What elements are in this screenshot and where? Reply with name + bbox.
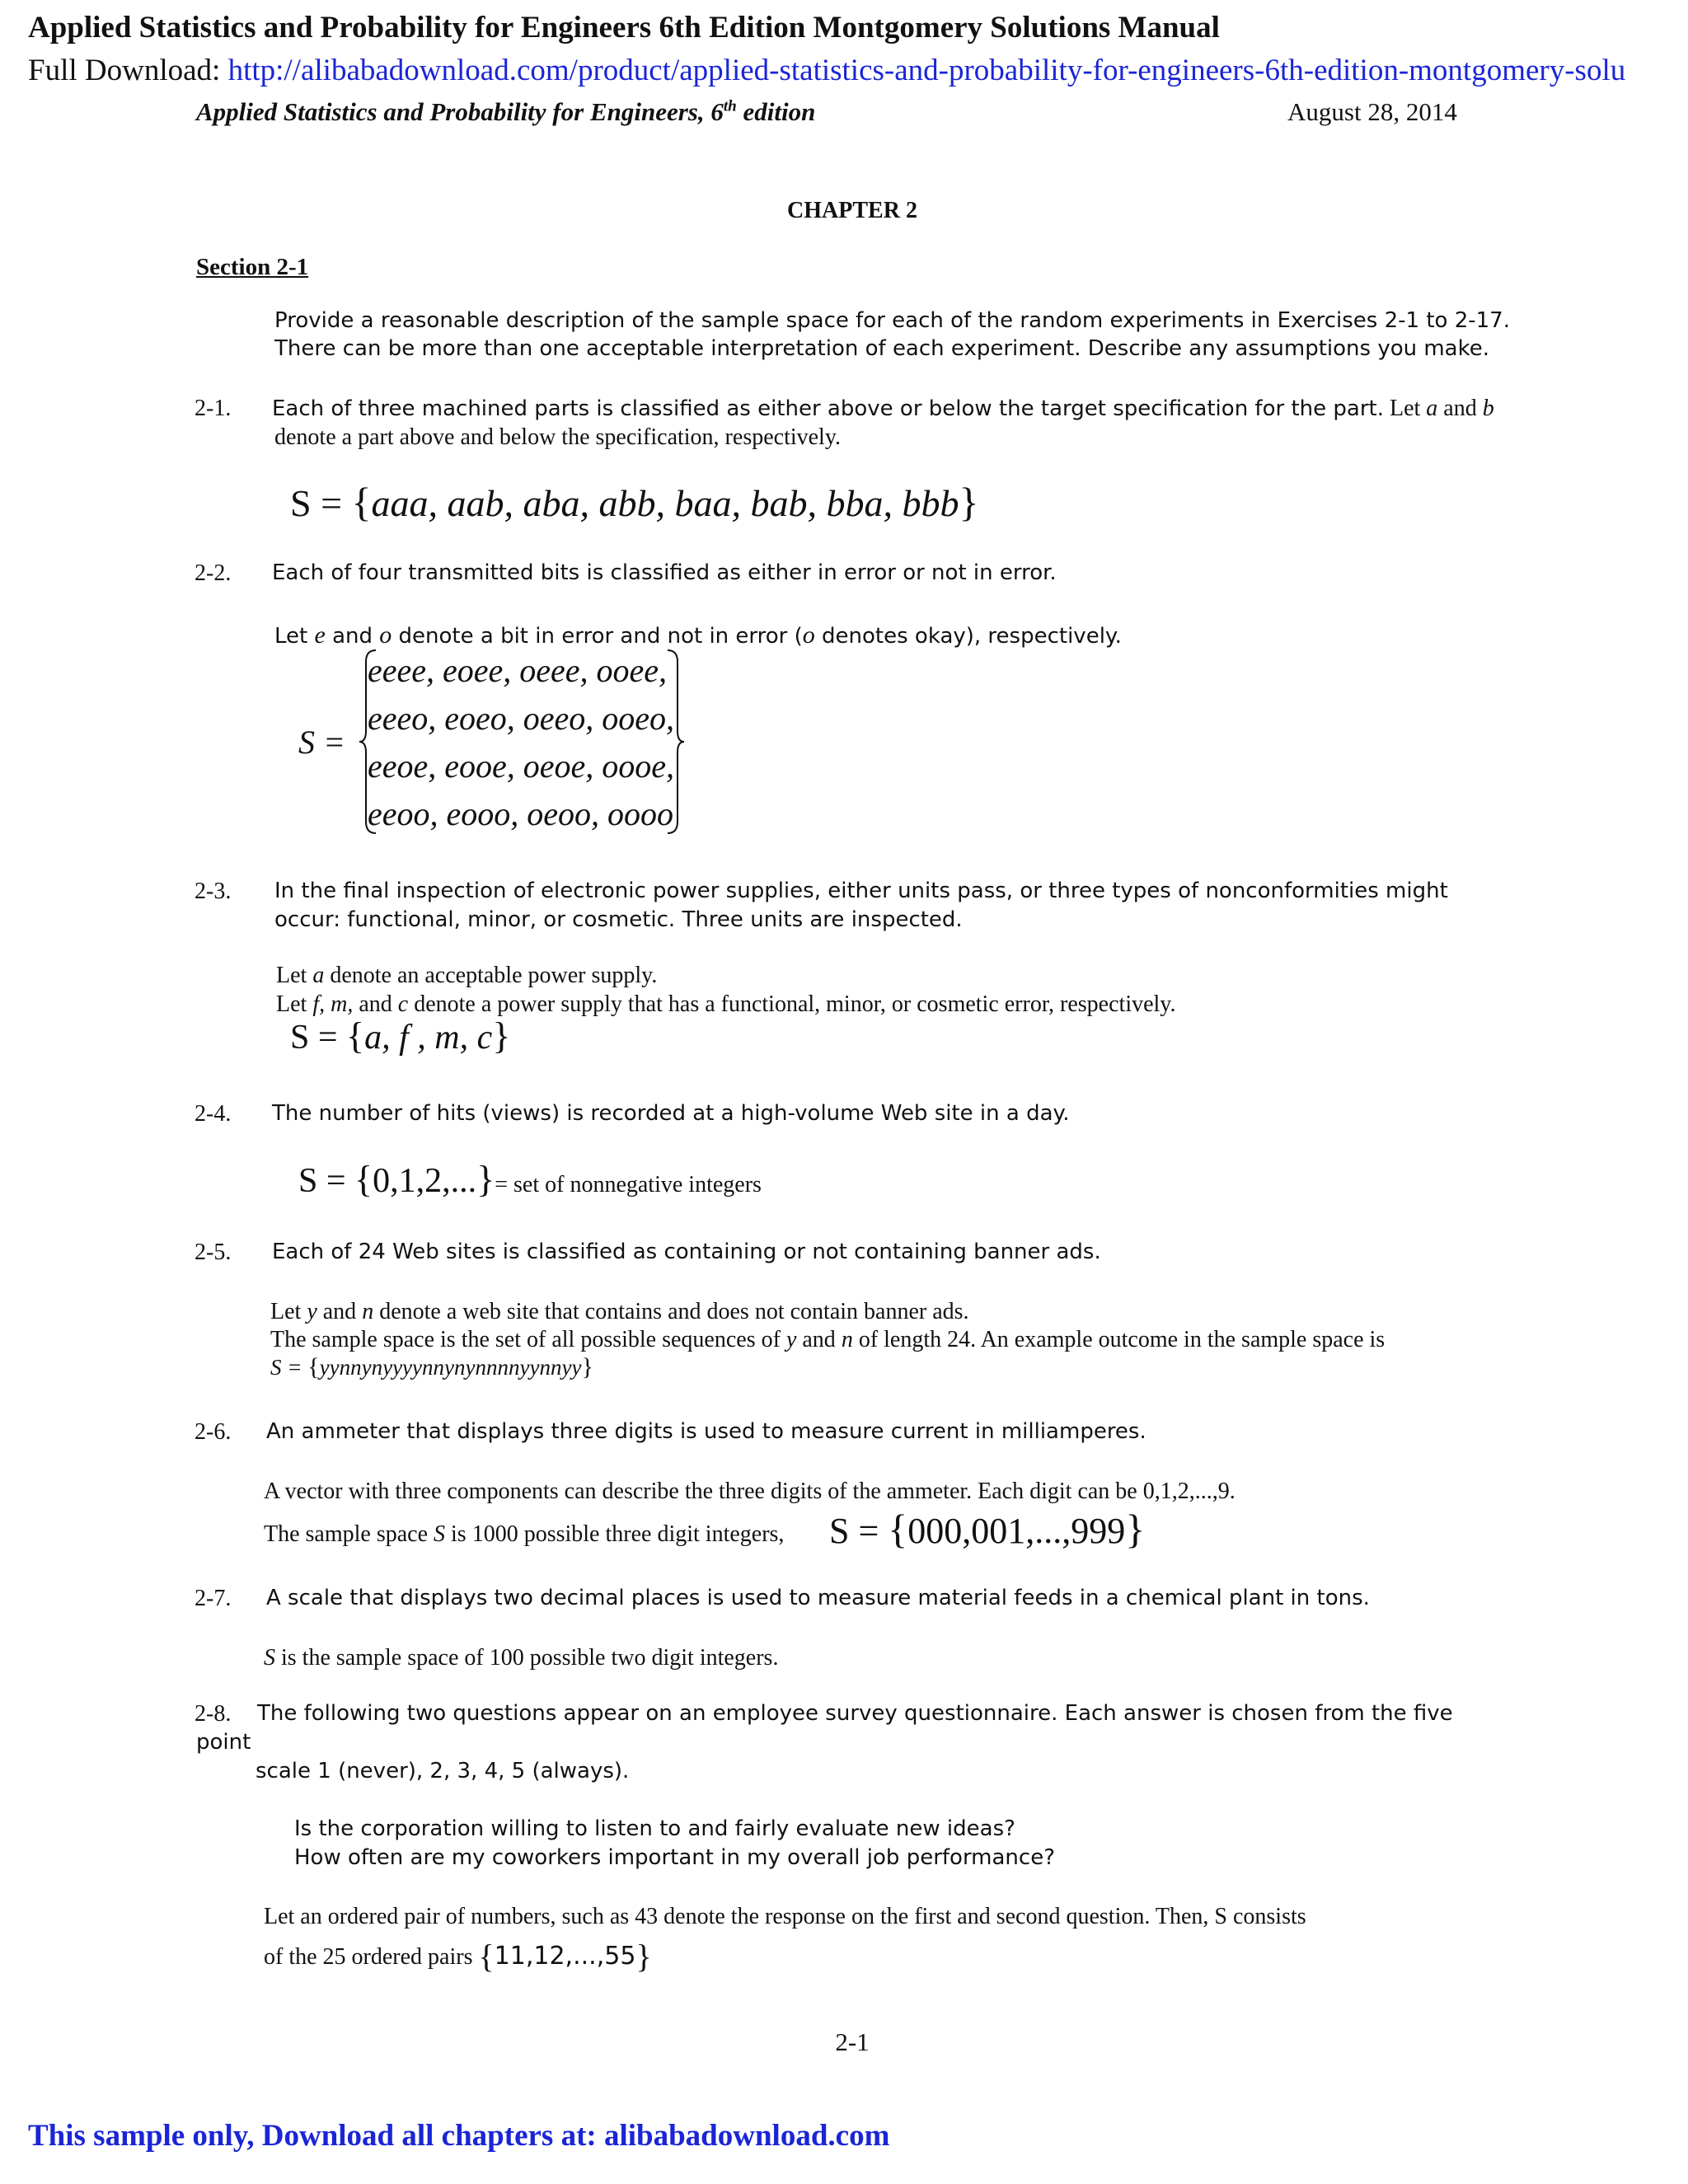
ex3-let1-a: Let: [276, 963, 313, 988]
exercise-2-3-line-2: occur: functional, minor, or cosmetic. Three units are inspected.: [274, 907, 963, 932]
ex2-var-e: e: [314, 621, 326, 649]
ex6-var-s: S: [434, 1521, 446, 1547]
set-description: = set of nonnegative integers: [495, 1172, 762, 1197]
set-body: yynnynyyyynnynynnnnyynnyy: [319, 1355, 582, 1380]
exercise-2-4-line-1: The number of hits (views) is recorded at a high-volume Web site in a day.: [272, 1101, 1070, 1126]
ex1-var-a: a: [1426, 396, 1438, 421]
sample-space-2-3: S = {a, f , m, c}: [290, 1015, 511, 1057]
section-heading: Section 2-1: [196, 254, 309, 280]
ex2-var-o2: o: [802, 621, 815, 649]
exercise-number: 2-4.: [195, 1101, 232, 1127]
survey-question-1: Is the corporation willing to listen to and fairly evaluate new ideas?: [294, 1816, 1015, 1841]
intro-line-1: Provide a reasonable description of the sample space for each of the random experiments in Exercises 2-1 to 2-17.: [274, 308, 1510, 333]
set-body: 000,001,...,999: [907, 1511, 1126, 1551]
exercise-2-6-text-2: [264, 1521, 784, 1548]
ex5-l2-b: of length 24. An example outcome in the sample space is: [852, 1327, 1386, 1352]
survey-question-2: How often are my coworkers important in my overall job performance?: [294, 1845, 1055, 1870]
ex1-var-b: b: [1482, 396, 1494, 421]
exercise-2-3-let-1: [276, 963, 657, 989]
ex6-l2-a: The sample space: [264, 1521, 434, 1547]
ex3-var-c: c: [397, 991, 409, 1017]
chapter-heading: CHAPTER 2: [787, 198, 917, 223]
ex5-var-n: n: [362, 1299, 374, 1324]
sample-space-2-6: S = {000,001,...,999}: [829, 1506, 1146, 1552]
ex7-var-s: S: [264, 1645, 275, 1671]
ex5-l1-b: denote a web site that contains and does not contain banner ads.: [373, 1299, 969, 1324]
ex3-vars-fm: f, m,: [312, 991, 354, 1017]
header-date: August 28, 2014: [1287, 97, 1457, 126]
exercise-number: 2-8.: [195, 1701, 232, 1727]
download-line: [28, 53, 1625, 88]
set-row: eeoo, eooo, oeoo, oooo: [368, 795, 674, 832]
ex5-l2-and: and: [796, 1327, 842, 1352]
exercise-2-8-line-3: scale 1 (never), 2, 3, 4, 5 (always).: [256, 1759, 630, 1783]
exercise-2-5-let-2: [270, 1327, 1385, 1353]
set-body: 0,1,2,...: [373, 1162, 477, 1200]
book-title-sup: th: [723, 97, 737, 115]
ex2-text-b: denote a bit in error and not in error (: [392, 624, 803, 649]
intro-line-2: There can be more than one acceptable interpretation of each experiment. Describe any assumptions you make.: [274, 336, 1490, 361]
ex2-let: Let: [274, 624, 315, 649]
exercise-number: 2-2.: [195, 560, 232, 586]
exercise-2-5-line-1: Each of 24 Web sites is classified as containing or not containing banner ads.: [272, 1240, 1101, 1264]
sample-space-2-1: S = {aaa, aab, aba, abb, baa, bab, bba, bbb}: [290, 479, 979, 525]
book-edition: edition: [736, 97, 816, 126]
ex3-let2-c: denote a power supply that has a functional, minor, or cosmetic error, respectively.: [408, 991, 1176, 1017]
ex1-let: Let: [1383, 396, 1427, 421]
ex5-l2-a: The sample space is the set of all possible sequences of: [270, 1327, 786, 1352]
ex1-text: Each of three machined parts is classified as either above or below the target specification for the part.: [272, 396, 1384, 421]
ex7-text: is the sample space of 100 possible two digit integers.: [275, 1645, 779, 1671]
exercise-2-2-line-2: [274, 621, 1122, 649]
exercise-2-6-text-1: A vector with three components can describe the three digits of the ammeter. Each digit can be 0,1,2,...,9.: [264, 1479, 1236, 1504]
ex8-l2: of the 25 ordered pairs: [264, 1944, 479, 1970]
set-lhs: S =: [270, 1355, 308, 1380]
ex5-l1-a: Let: [270, 1299, 307, 1324]
set-lhs: S =: [298, 724, 345, 761]
set-row: eeoe, eooe, oeoe, oooe,: [368, 748, 675, 785]
set-row: eeee, eoee, oeee, ooee,: [368, 652, 668, 689]
exercise-2-1-line-1: [272, 396, 1494, 422]
exercise-number: 2-5.: [195, 1240, 232, 1265]
exercise-2-7-line-1: A scale that displays two decimal places is used to measure material feeds in a chemical plant in tons.: [266, 1586, 1370, 1610]
document-title: Applied Statistics and Probability for Engineers 6th Edition Montgomery Solutions Manual: [28, 11, 1220, 45]
ex5-var-n2: n: [841, 1327, 853, 1352]
set-row: eeeo, eoeo, oeeo, ooeo,: [368, 700, 675, 737]
sample-space-2-2: [297, 647, 692, 845]
page-number: 2-1: [835, 2027, 870, 2056]
set-rows: [368, 647, 674, 838]
set-body: a, f , m, c: [364, 1019, 493, 1057]
exercise-2-8-text-2: of the 25 ordered pairs {11,12,...,55}: [264, 1938, 652, 1975]
set-lhs: S =: [290, 482, 352, 524]
set-body: 11,12,...,55: [494, 1942, 636, 1971]
exercise-2-1-line-2: denote a part above and below the specification, respectively.: [274, 424, 842, 450]
set-lhs: S =: [290, 1019, 347, 1057]
exercise-2-8-line-1: The following two questions appear on an employee survey questionnaire. Each answer is chosen from the five: [257, 1701, 1453, 1726]
set-lhs: S =: [298, 1162, 355, 1200]
exercise-number: 2-7.: [195, 1586, 232, 1611]
ex6-l2-b: is 1000 possible three digit integers,: [445, 1521, 785, 1547]
ex2-and: and: [325, 624, 380, 649]
exercise-2-8-text-1: Let an ordered pair of numbers, such as 43 denote the response on the first and second question. Then, S consists: [264, 1904, 1306, 1929]
set-lhs: S =: [829, 1511, 889, 1551]
ex5-var-y: y: [307, 1299, 317, 1324]
ex3-let2-and: and: [353, 991, 398, 1017]
set-body: aaa, aab, aba, abb, baa, bab, bba, bbb: [371, 482, 959, 524]
ex2-var-o: o: [379, 621, 392, 649]
ex5-l1-and: and: [316, 1299, 363, 1324]
exercise-number: 2-1.: [195, 396, 232, 421]
exercise-2-2-line-1: Each of four transmitted bits is classified as either in error or not in error.: [272, 560, 1057, 585]
ex3-let1-b: denote an acceptable power supply.: [324, 963, 658, 988]
download-link[interactable]: http://alibabadownload.com/product/applied-statistics-and-probability-for-engineers-6th-edition-montgomery-solu: [227, 54, 1626, 87]
sample-space-2-4: S = {0,1,2,...}= set of nonnegative integers: [298, 1158, 762, 1200]
sample-space-2-5: S = {yynnynyyyynnynynnnnyynnyy}: [270, 1353, 593, 1380]
right-brace-icon: [664, 649, 686, 835]
exercise-2-3-line-1: In the final inspection of electronic power supplies, either units pass, or three types of nonconformities might: [274, 879, 1448, 903]
exercise-number: 2-6.: [195, 1419, 232, 1445]
exercise-2-5-let-1: [270, 1299, 969, 1325]
exercise-2-7-text: [264, 1645, 778, 1671]
download-promo[interactable]: This sample only, Download all chapters at: alibabadownload.com: [28, 2119, 890, 2153]
ex5-var-y2: y: [785, 1327, 797, 1352]
book-title-text: Applied Statistics and Probability for Engineers, 6: [196, 97, 724, 126]
ex1-and: and: [1437, 396, 1483, 421]
ex2-text-c: denotes okay), respectively.: [814, 624, 1122, 649]
exercise-2-6-line-1: An ammeter that displays three digits is used to measure current in milliamperes.: [266, 1419, 1146, 1444]
exercise-2-8-line-2: point: [196, 1730, 251, 1755]
book-title: [196, 97, 815, 127]
ex3-var-a: a: [312, 963, 325, 988]
exercise-number: 2-3.: [195, 879, 232, 904]
download-label: Full Download:: [28, 54, 228, 87]
ex3-let2-a: Let: [276, 991, 313, 1017]
